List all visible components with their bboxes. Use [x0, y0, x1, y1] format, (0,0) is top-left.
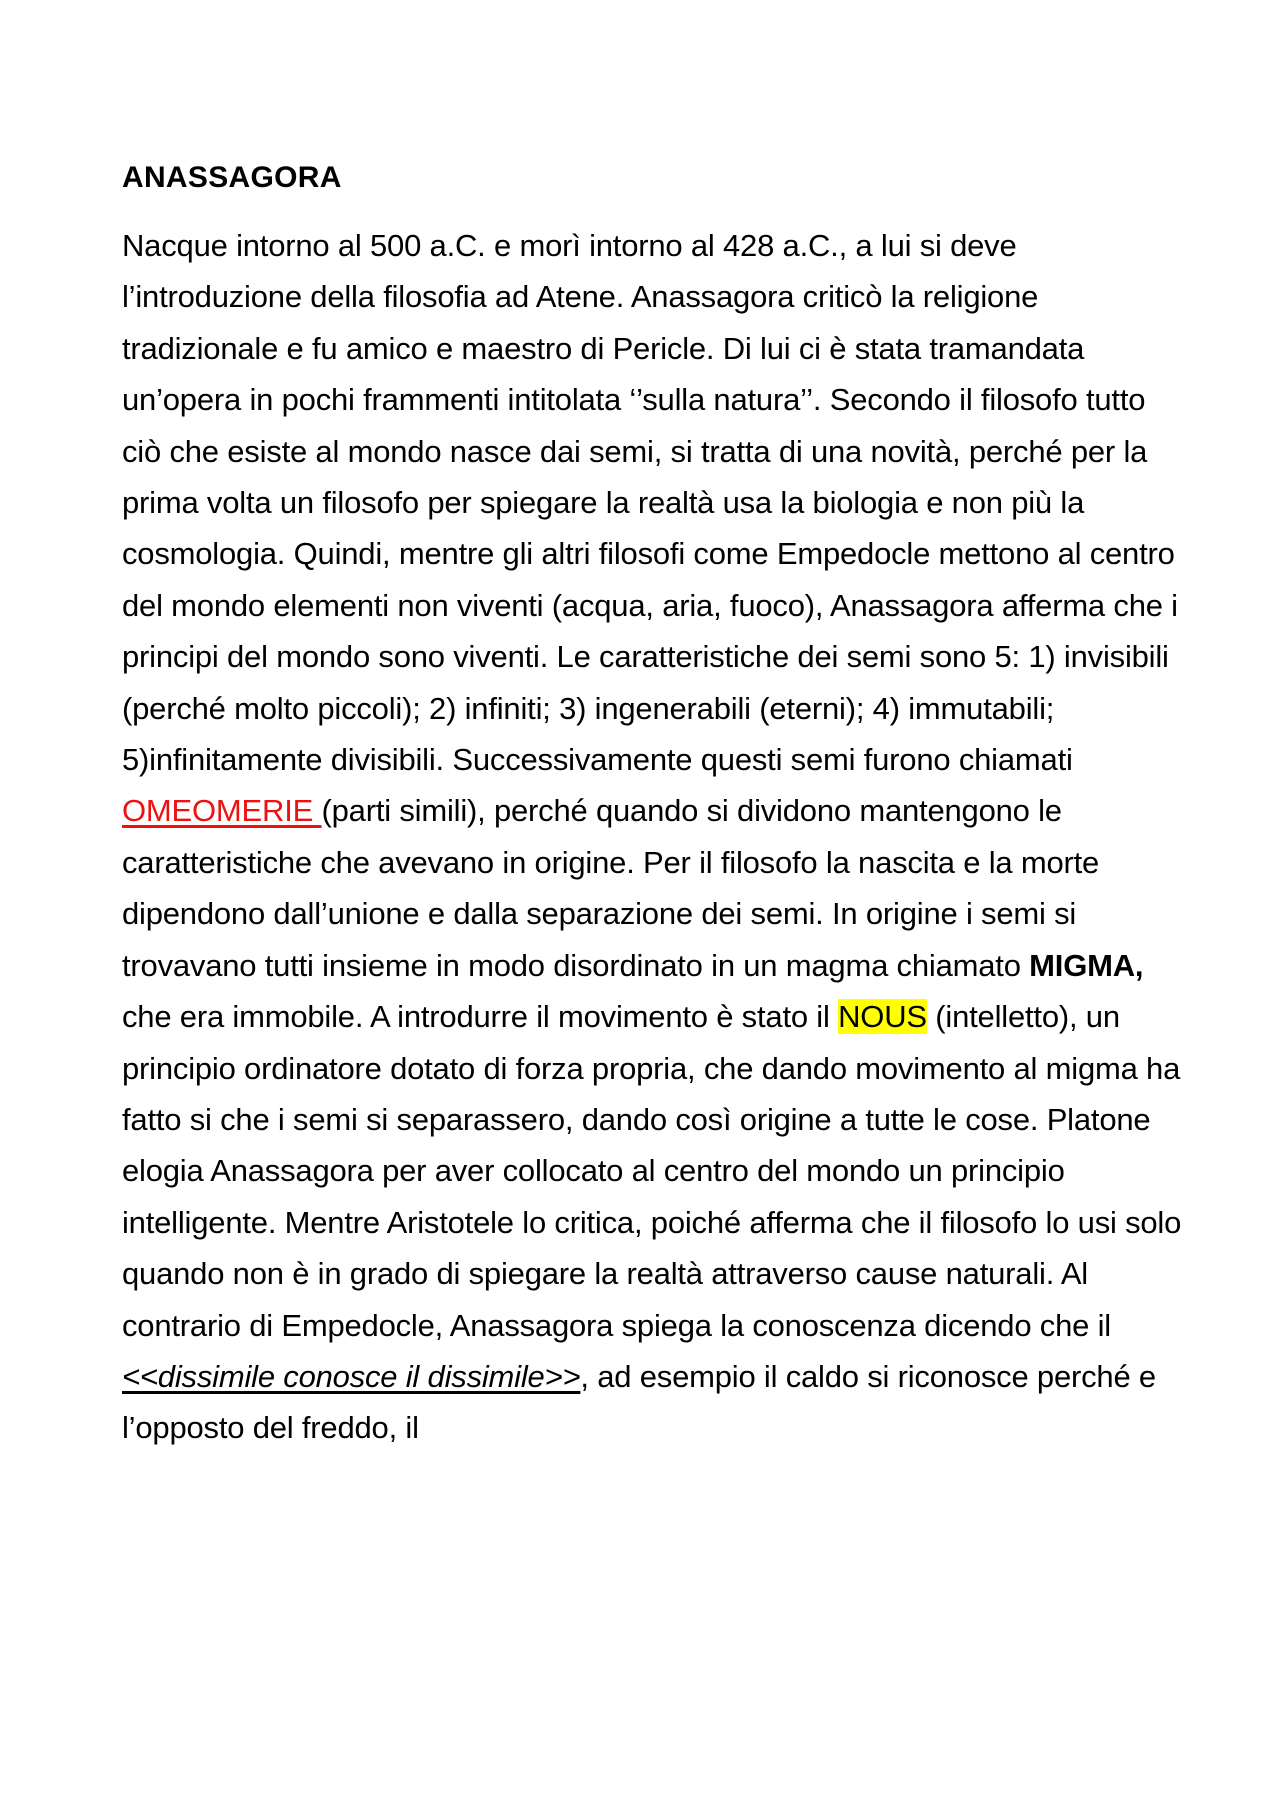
term-migma: MIGMA, — [1029, 947, 1144, 983]
text-segment-immobile: che era immobile. A introdurre il movimento è stato il — [122, 999, 839, 1035]
document-content — [122, 158, 1182, 1454]
document-title: ANASSAGORA — [122, 161, 342, 194]
text-segment-semi: (parti simili), perché quando si dividono mantengono le caratteristiche che avevano in origine. Per il filosofo la nascita e la morte dipendono dall’unione e dalla separazione dei semi. In origine i semi si trovavano tutti insieme in modo disordinato in un magma chiamato — [122, 793, 1100, 983]
text-segment-ending: , ad esempio il caldo si riconosce perché e l’opposto del freddo, il — [122, 1358, 1156, 1446]
body-paragraph — [122, 220, 1182, 1454]
quote-dissimile: <<dissimile conosce il dissimile>> — [122, 1358, 581, 1394]
text-segment-intelletto: (intelletto), un principio ordinatore dotato di forza propria, che dando movimento al migma ha fatto si che i semi si separassero, dando così origine a tutte le cose. Platone elogia Anassagora per aver collocato al centro del mondo un principio intelligente. Mentre Aristotele lo critica, poiché afferma che il filosofo lo usi solo quando non è in grado di spiegare la realtà attraverso cause naturali. Al contrario di Empedocle, Anassagora spiega la conoscenza dicendo che il — [122, 999, 1182, 1343]
term-nous: NOUS — [838, 999, 927, 1035]
text-segment-intro: Nacque intorno al 500 a.C. e morì intorno al 428 a.C., a lui si deve l’introduzione della filosofia ad Atene. Anassagora criticò la religione tradizionale e fu amico e maestro di Pericle. Di lui ci è stata tramandata un’opera in pochi frammenti intitolata ‘’sulla natura’’. Secondo il filosofo tutto ciò che esiste al mondo nasce dai semi, si tratta di una novità, perché per la prima volta un filosofo per spiegare la realtà usa la biologia e non più la cosmologia. Quindi, mentre gli altri filosofi come Empedocle mettono al centro del mondo elementi non viventi (acqua, aria, fuoco), Anassagora afferma che i principi del mondo sono viventi. Le caratteristiche dei semi sono 5: 1) invisibili (perché molto piccoli); 2) infiniti; 3) ingenerabili (eterni); 4) immutabili; 5)infinitamente divisibili. Successivamente questi semi furono chiamati — [122, 228, 1178, 778]
term-omeomerie: OMEOMERIE — [122, 793, 322, 829]
